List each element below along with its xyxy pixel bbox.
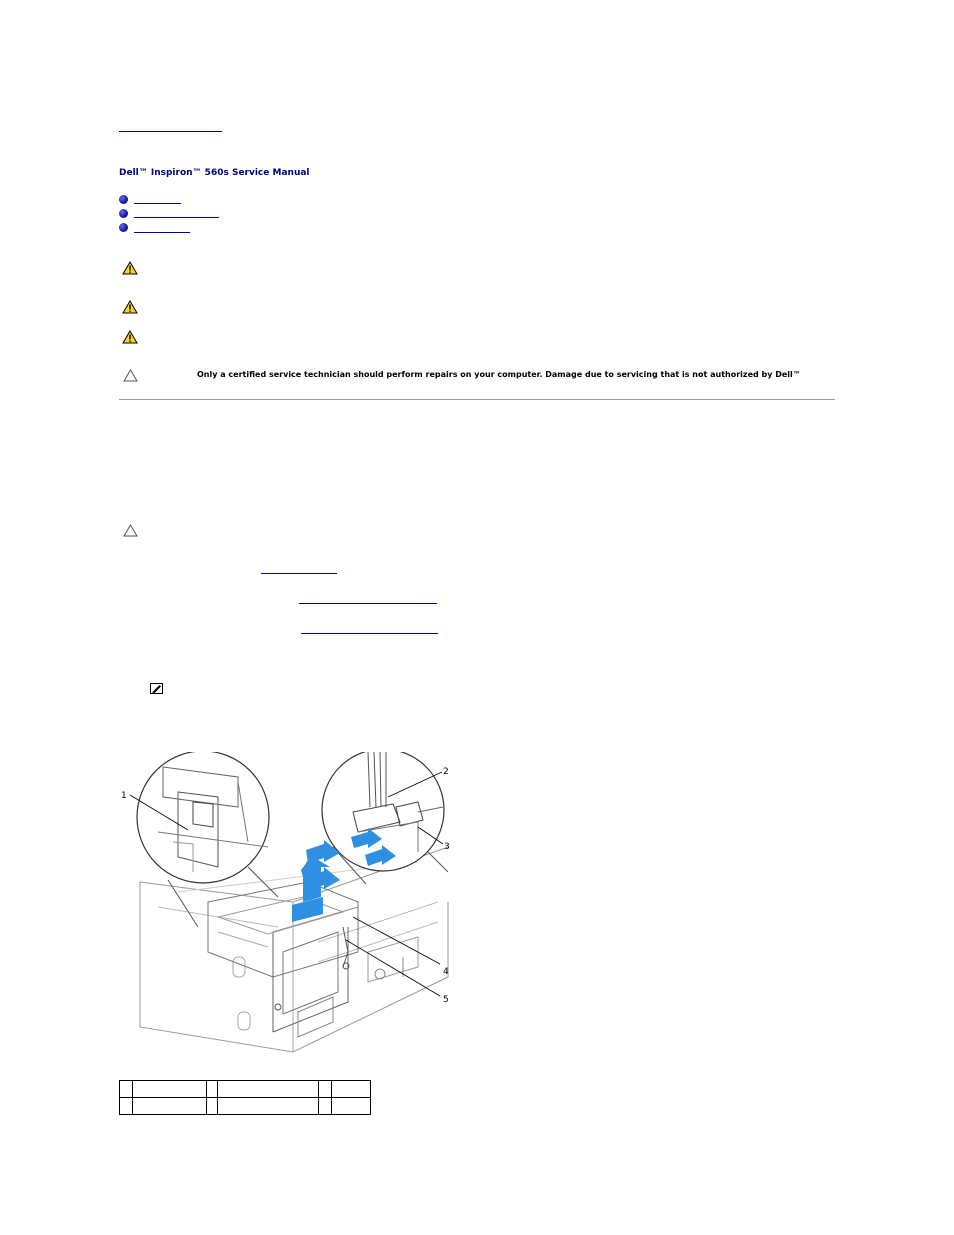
toc-link-3[interactable] [134, 232, 190, 233]
table-cell [132, 1098, 206, 1115]
callout-2: 2 [443, 767, 449, 777]
section-divider [119, 399, 835, 400]
callout-4: 4 [443, 967, 449, 977]
table-cell [319, 1081, 332, 1098]
table-cell [120, 1098, 133, 1115]
caution-icon [123, 524, 138, 537]
table-cell [217, 1081, 319, 1098]
table-cell [332, 1081, 371, 1098]
table-cell [319, 1098, 332, 1115]
step-link-2[interactable] [299, 603, 437, 604]
hard-drive-removal-illustration [118, 752, 463, 1064]
table-cell [206, 1098, 217, 1115]
warning-icon [122, 261, 138, 275]
table-row [120, 1098, 371, 1115]
callout-3: 3 [444, 842, 450, 852]
bullet-icon [119, 195, 128, 204]
table-cell [332, 1098, 371, 1115]
callout-5: 5 [443, 995, 449, 1005]
back-to-contents-link[interactable] [119, 131, 222, 132]
bullet-icon [119, 223, 128, 232]
toc-link-2[interactable] [134, 217, 219, 218]
caution-icon [123, 369, 138, 382]
table-row [120, 1081, 371, 1098]
callout-1: 1 [121, 791, 127, 801]
toc-link-1[interactable] [134, 203, 181, 204]
page-title: Dell™ Inspiron™ 560s Service Manual [119, 168, 310, 178]
table-cell [206, 1081, 217, 1098]
table-cell [132, 1081, 206, 1098]
table-cell [120, 1081, 133, 1098]
step-link-3[interactable] [301, 633, 438, 634]
warning-icon [122, 300, 138, 314]
bullet-icon [119, 209, 128, 218]
callout-legend-table [119, 1080, 371, 1115]
table-cell [217, 1098, 319, 1115]
warning-icon [122, 330, 138, 344]
note-icon [150, 683, 163, 694]
step-link-1[interactable] [261, 573, 337, 574]
caution-text: Only a certified service technician should perform repairs on your computer. Damage due to servicing that is not authorized by Dell™ [197, 370, 801, 379]
